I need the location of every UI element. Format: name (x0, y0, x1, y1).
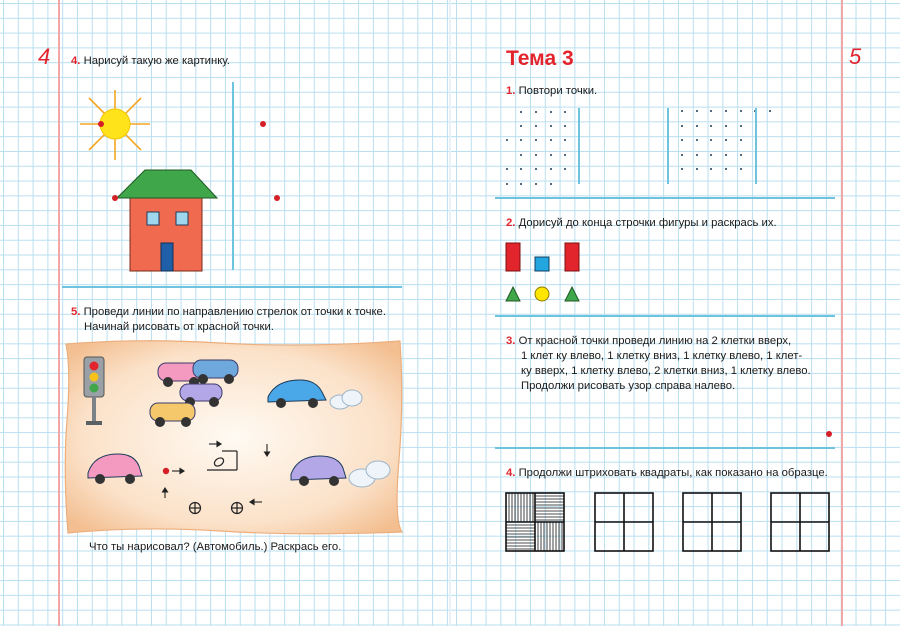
page-number-left: 4 (38, 44, 51, 69)
task-5-left (71, 305, 386, 335)
task-text: Повтори точки. (518, 85, 598, 97)
task-number: 5. (71, 306, 81, 318)
task-text: Дорисуй до конца строчки фигуры и раскрась их. (518, 217, 777, 229)
car-icon (150, 360, 238, 427)
task-number: 4. (506, 467, 516, 479)
cloud-icon (330, 390, 362, 409)
empty-square (595, 493, 653, 551)
task-text-line-2: 1 клет ку влево, 1 клетку вниз, 1 клетку влево, 1 клет- (521, 350, 803, 362)
task-text-line-4: Продолжи рисовать узор справа налево. (521, 380, 736, 392)
theme-title: Тема 3 (506, 47, 574, 70)
right-page (451, 0, 900, 626)
task-text: Продолжи штриховать квадраты, как показано на образце. (518, 467, 828, 479)
car-icon (291, 456, 346, 486)
task-number: 4. (71, 55, 81, 67)
task-number: 2. (506, 217, 516, 229)
task-text: Нарисуй такую же картинку. (83, 55, 230, 67)
task-number: 1. (506, 85, 516, 97)
task-text-line-2: Начинай рисовать от красной точки. (84, 321, 274, 333)
task-text-line-3: ку вверх, 1 клетку влево, 2 клетки вниз, 1 клетку влево. (521, 365, 811, 377)
task-text-line-1: Проведи линии по направлению стрелок от точки к точке. (83, 306, 386, 318)
left-page (0, 0, 449, 626)
page-number-right: 5 (849, 44, 862, 69)
empty-square (683, 493, 741, 551)
question-text: Что ты нарисовал? (Автомобиль.) Раскрась его. (89, 541, 342, 553)
task-text-line-1: От красной точки проведи линию на 2 клетки вверх, (518, 335, 792, 347)
hatching-squares (451, 0, 900, 600)
car-icon (88, 454, 142, 484)
parchment-illustration (0, 0, 449, 210)
sample-hatched-square (506, 493, 564, 551)
arrow-icon (163, 442, 270, 505)
task-number: 3. (506, 335, 516, 347)
car-icon (268, 380, 326, 408)
empty-square (771, 493, 829, 551)
cars-illustration (0, 340, 449, 520)
divider-1 (62, 286, 402, 288)
cloud-icon (349, 461, 390, 487)
